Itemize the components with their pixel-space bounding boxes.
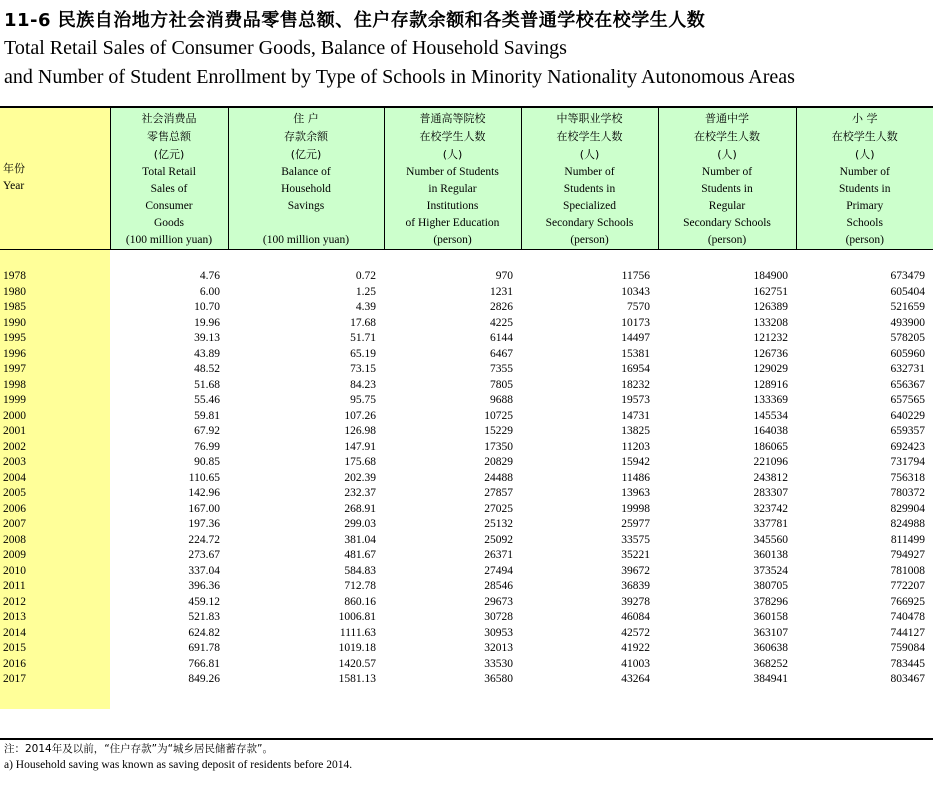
page-title-en-line1: Total Retail Sales of Consumer Goods, Balance of Household Savings: [4, 37, 567, 59]
table-row: [0, 564, 933, 580]
table-row: [0, 471, 933, 487]
value-cell: 459.12: [188, 595, 220, 608]
value-cell: 202.39: [344, 471, 376, 484]
value-cell: 76.99: [194, 440, 220, 453]
value-cell: 360158: [753, 611, 788, 623]
value-cell: 811499: [890, 533, 925, 546]
value-cell: 84.23: [350, 378, 376, 391]
value-cell: 11486: [621, 471, 650, 484]
value-cell: 657565: [890, 394, 925, 406]
value-cell: 167.00: [188, 502, 220, 515]
year-cell: 1980: [0, 285, 110, 301]
value-cell: 605960: [890, 347, 925, 360]
value-cell: 18232: [621, 378, 650, 391]
value-cell: 11203: [621, 440, 650, 453]
table-row: [0, 269, 933, 285]
value-cell: 337781: [753, 518, 788, 530]
value-cell: 35221: [621, 549, 650, 561]
year-cell: 2003: [0, 455, 110, 471]
value-cell: 384941: [753, 673, 788, 685]
value-cell: 691.78: [188, 642, 220, 654]
value-cell: 360138: [753, 549, 788, 561]
table-row: [0, 626, 933, 642]
value-cell: 6.00: [199, 285, 220, 298]
table-row: [0, 285, 933, 301]
value-cell: 15942: [621, 456, 650, 468]
value-cell: 493900: [890, 316, 925, 329]
value-cell: 46084: [621, 611, 650, 623]
value-cell: 30728: [484, 611, 513, 623]
table-row: [0, 362, 933, 378]
value-cell: 13963: [621, 487, 650, 499]
value-cell: 232.37: [344, 487, 376, 499]
value-cell: 829904: [890, 502, 925, 515]
page-title-en-line2: and Number of Student Enrollment by Type of Schools in Minority Nationality Autonomous Areas: [4, 66, 795, 88]
year-cell: 2006: [0, 502, 110, 518]
year-cell: 2011: [0, 579, 110, 595]
value-cell: 4.39: [355, 301, 376, 313]
value-cell: 783445: [890, 657, 925, 670]
value-cell: 7570: [627, 301, 650, 313]
value-cell: 4.76: [199, 270, 220, 282]
value-cell: 15229: [484, 425, 513, 437]
year-cell: 1998: [0, 378, 110, 394]
value-cell: 584.83: [344, 564, 376, 577]
value-cell: 273.67: [188, 549, 220, 561]
year-cell: 1999: [0, 393, 110, 409]
value-cell: 380705: [753, 580, 788, 592]
year-cell: 2000: [0, 409, 110, 425]
value-cell: 43264: [621, 673, 650, 685]
year-cell: 1978: [0, 269, 110, 285]
value-cell: 121232: [753, 332, 788, 344]
value-cell: 10.70: [194, 301, 220, 313]
table-row: [0, 424, 933, 440]
table-row: [0, 641, 933, 657]
value-cell: 2826: [490, 301, 513, 313]
table-row: [0, 579, 933, 595]
value-cell: 521659: [890, 301, 925, 313]
value-cell: 26371: [484, 549, 513, 561]
value-cell: 824988: [890, 518, 925, 530]
value-cell: 41922: [621, 642, 650, 654]
value-cell: 756318: [890, 471, 925, 484]
value-cell: 656367: [890, 378, 925, 391]
value-cell: 90.85: [194, 456, 220, 468]
value-cell: 7355: [490, 363, 513, 375]
value-cell: 243812: [753, 471, 788, 484]
value-cell: 4225: [490, 316, 513, 329]
value-cell: 42572: [621, 626, 650, 639]
header-year: 年份 Year: [0, 108, 110, 250]
table-row: [0, 316, 933, 332]
year-cell: 2009: [0, 548, 110, 564]
value-cell: 28546: [484, 580, 513, 592]
year-cell: 2002: [0, 440, 110, 456]
value-cell: 162751: [753, 285, 788, 298]
value-cell: 14731: [621, 409, 650, 422]
value-cell: 19573: [621, 394, 650, 406]
table-row: [0, 378, 933, 394]
table-row: [0, 548, 933, 564]
value-cell: 39.13: [194, 332, 220, 344]
value-cell: 224.72: [188, 533, 220, 546]
value-cell: 51.71: [350, 332, 376, 344]
value-cell: 521.83: [188, 611, 220, 623]
year-cell: 2008: [0, 533, 110, 549]
value-cell: 1111.63: [339, 626, 376, 639]
value-cell: 24488: [484, 471, 513, 484]
value-cell: 20829: [484, 456, 513, 468]
value-cell: 11756: [621, 270, 650, 282]
value-cell: 67.92: [194, 425, 220, 437]
year-cell: 2017: [0, 672, 110, 688]
value-cell: 59.81: [194, 409, 220, 422]
year-cell: 2013: [0, 610, 110, 626]
value-cell: 27857: [484, 487, 513, 499]
table-row: [0, 331, 933, 347]
value-cell: 186065: [753, 440, 788, 453]
value-cell: 363107: [753, 626, 788, 639]
table-row: [0, 657, 933, 673]
value-cell: 1.25: [355, 285, 376, 298]
year-cell: 2014: [0, 626, 110, 642]
value-cell: 1420.57: [338, 657, 376, 670]
value-cell: 673479: [890, 270, 925, 282]
value-cell: 33530: [484, 657, 513, 670]
value-cell: 712.78: [344, 580, 376, 592]
value-cell: 221096: [753, 456, 788, 468]
value-cell: 1006.81: [338, 611, 376, 623]
value-cell: 481.67: [344, 549, 376, 561]
value-cell: 32013: [484, 642, 513, 654]
value-cell: 147.91: [344, 440, 376, 453]
value-cell: 25092: [484, 533, 513, 546]
value-cell: 0.72: [355, 270, 376, 282]
value-cell: 659357: [890, 425, 925, 437]
value-cell: 378296: [753, 595, 788, 608]
value-cell: 605404: [890, 285, 925, 298]
value-cell: 9688: [490, 394, 513, 406]
value-cell: 345560: [753, 533, 788, 546]
table-tail-spacer: [0, 688, 933, 709]
value-cell: 13825: [621, 425, 650, 437]
year-cell: 2016: [0, 657, 110, 673]
year-cell: 2015: [0, 641, 110, 657]
value-cell: 740478: [890, 611, 925, 623]
value-cell: 16954: [621, 363, 650, 375]
value-cell: 10725: [484, 409, 513, 422]
year-cell: 1997: [0, 362, 110, 378]
table-row: [0, 347, 933, 363]
value-cell: 41003: [621, 657, 650, 670]
page-title-cn: 11-6 民族自治地方社会消费品零售总额、住户存款余额和各类普通学校在校学生人数: [4, 10, 706, 31]
year-cell: 2001: [0, 424, 110, 440]
value-cell: 803467: [890, 673, 925, 685]
value-cell: 110.65: [188, 471, 220, 484]
value-cell: 25132: [484, 518, 513, 530]
value-cell: 27025: [484, 502, 513, 515]
value-cell: 29673: [484, 595, 513, 608]
value-cell: 759084: [890, 642, 925, 654]
value-cell: 14497: [621, 332, 650, 344]
value-cell: 107.26: [344, 409, 376, 422]
value-cell: 128916: [753, 378, 788, 391]
table-row: [0, 486, 933, 502]
table-row: [0, 393, 933, 409]
value-cell: 360638: [753, 642, 788, 654]
value-cell: 268.91: [344, 502, 376, 515]
year-cell: 2005: [0, 486, 110, 502]
value-cell: 10173: [621, 316, 650, 329]
year-cell: 1995: [0, 331, 110, 347]
year-cell: 2012: [0, 595, 110, 611]
value-cell: 6144: [490, 332, 513, 344]
value-cell: 73.15: [350, 363, 376, 375]
value-cell: 578205: [890, 332, 925, 344]
table-row: [0, 455, 933, 471]
value-cell: 36839: [621, 580, 650, 592]
header-primary-schools: 小 学 在校学生人数 (人) Number of Students in Primary Schools (person): [796, 108, 933, 250]
year-cell: 2010: [0, 564, 110, 580]
value-cell: 373524: [753, 564, 788, 577]
year-cell: 1985: [0, 300, 110, 316]
value-cell: 692423: [890, 440, 925, 453]
value-cell: 744127: [890, 626, 925, 639]
value-cell: 323742: [753, 502, 788, 515]
value-cell: 145534: [753, 409, 788, 422]
table-header-row: [0, 108, 933, 250]
value-cell: 48.52: [194, 363, 220, 375]
value-cell: 55.46: [194, 394, 220, 406]
value-cell: 10343: [621, 285, 650, 298]
value-cell: 17350: [484, 440, 513, 453]
value-cell: 772207: [890, 580, 925, 592]
table-row: [0, 409, 933, 425]
table-row: [0, 440, 933, 456]
header-spacer-row: [0, 250, 933, 270]
table-row: [0, 300, 933, 316]
value-cell: 6467: [490, 347, 513, 360]
year-cell: 1990: [0, 316, 110, 332]
value-cell: 970: [495, 270, 513, 282]
value-cell: 27494: [484, 564, 513, 577]
year-cell: 2007: [0, 517, 110, 533]
value-cell: 396.36: [188, 580, 220, 592]
value-cell: 197.36: [188, 518, 220, 530]
value-cell: 30953: [484, 626, 513, 639]
value-cell: 794927: [890, 549, 925, 561]
value-cell: 780372: [890, 487, 925, 499]
footnote-cn: 注：2014年及以前，“住户存款”为“城乡居民储蓄存款”。: [4, 743, 273, 755]
statistics-table: [0, 108, 933, 709]
value-cell: 65.19: [350, 347, 376, 360]
year-cell: 1996: [0, 347, 110, 363]
value-cell: 766.81: [188, 657, 220, 670]
year-cell: 2004: [0, 471, 110, 487]
value-cell: 849.26: [188, 673, 220, 685]
value-cell: 36580: [484, 673, 513, 685]
table-row: [0, 517, 933, 533]
value-cell: 95.75: [350, 394, 376, 406]
value-cell: 624.82: [188, 626, 220, 639]
header-household-savings: 住 户 存款余额 (亿元) Balance of Household Savings (100 million yuan): [228, 108, 384, 250]
value-cell: 283307: [753, 487, 788, 499]
table-row: [0, 502, 933, 518]
header-higher-education: 普通高等院校 在校学生人数 (人) Number of Students in Regular Institutions of Higher Education (person): [384, 108, 521, 250]
value-cell: 781008: [890, 564, 925, 577]
value-cell: 39278: [621, 595, 650, 608]
value-cell: 142.96: [188, 487, 220, 499]
table-row: [0, 610, 933, 626]
value-cell: 25977: [621, 518, 650, 530]
value-cell: 175.68: [344, 456, 376, 468]
value-cell: 1019.18: [338, 642, 376, 654]
value-cell: 299.03: [344, 518, 376, 530]
table-row: [0, 533, 933, 549]
value-cell: 43.89: [194, 347, 220, 360]
value-cell: 17.68: [350, 316, 376, 329]
value-cell: 640229: [890, 409, 925, 422]
value-cell: 7805: [490, 378, 513, 391]
value-cell: 381.04: [344, 533, 376, 546]
value-cell: 860.16: [344, 595, 376, 608]
value-cell: 126.98: [344, 425, 376, 437]
value-cell: 1581.13: [338, 673, 376, 685]
value-cell: 33575: [621, 533, 650, 546]
value-cell: 51.68: [194, 378, 220, 391]
header-retail-sales: 社会消费品 零售总额 (亿元) Total Retail Sales of Consumer Goods (100 million yuan): [110, 108, 228, 250]
table-bottom-rule: [0, 738, 933, 740]
value-cell: 337.04: [188, 564, 220, 577]
value-cell: 133369: [753, 394, 788, 406]
value-cell: 126736: [753, 347, 788, 360]
value-cell: 164038: [753, 425, 788, 437]
value-cell: 39672: [621, 564, 650, 577]
header-specialized-secondary: 中等职业学校 在校学生人数 (人) Number of Students in Specialized Secondary Schools (person): [521, 108, 658, 250]
header-regular-secondary: 普通中学 在校学生人数 (人) Number of Students in Regular Secondary Schools (person): [658, 108, 796, 250]
value-cell: 126389: [753, 301, 788, 313]
value-cell: 133208: [753, 316, 788, 329]
value-cell: 15381: [621, 347, 650, 360]
value-cell: 129029: [753, 363, 788, 375]
value-cell: 19.96: [194, 316, 220, 329]
value-cell: 184900: [753, 270, 788, 282]
value-cell: 632731: [890, 363, 925, 375]
footnote-en: a) Household saving was known as saving deposit of residents before 2014.: [4, 759, 353, 771]
value-cell: 731794: [890, 456, 925, 468]
value-cell: 1231: [490, 285, 513, 298]
value-cell: 766925: [890, 595, 925, 608]
table-row: [0, 672, 933, 688]
value-cell: 368252: [753, 657, 788, 670]
table-row: [0, 595, 933, 611]
value-cell: 19998: [621, 502, 650, 515]
